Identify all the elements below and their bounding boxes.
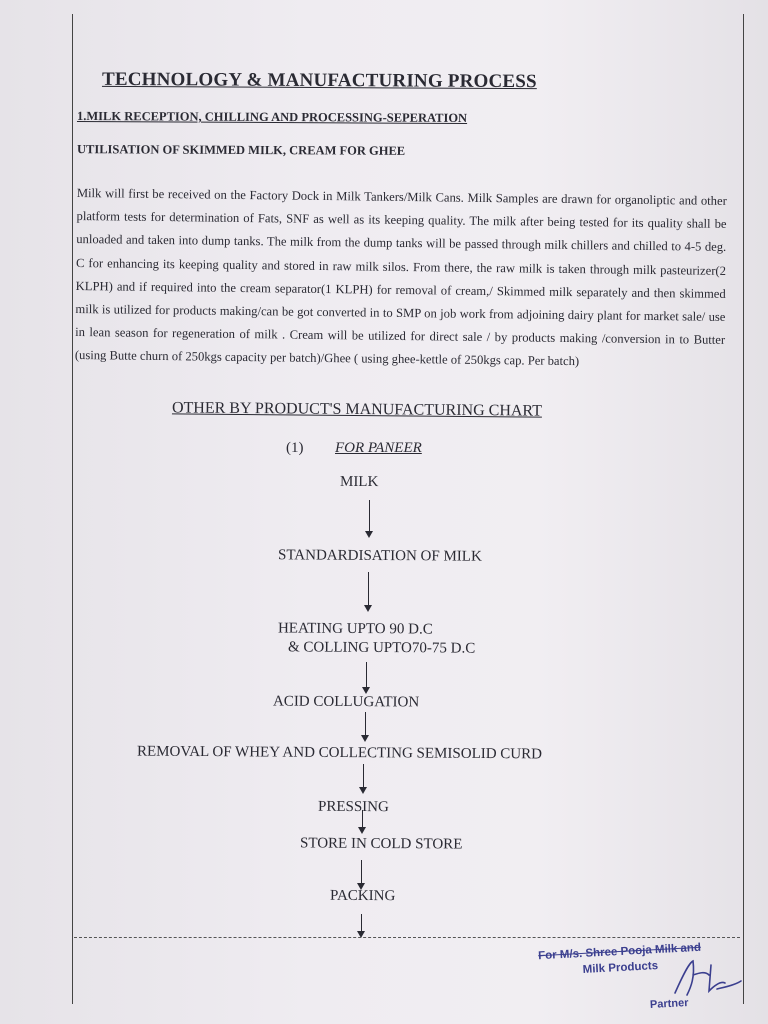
step-cooling: & COLLING UPTO70-75 D.C	[287, 639, 476, 657]
flow-arrow	[363, 764, 364, 792]
partner-label: Partner	[649, 996, 689, 1012]
step-packing: PACKING	[329, 887, 396, 905]
step-milk: MILK	[339, 473, 379, 491]
flow-arrow	[361, 860, 362, 888]
chart-section-name: FOR PANEER	[335, 440, 422, 456]
step-acid-coagulation: ACID COLLUGATION	[272, 693, 420, 711]
stamp-line-2: Milk Products	[582, 960, 659, 976]
step-heating: HEATING UPTO 90 D.C	[277, 620, 433, 638]
page-border	[72, 14, 744, 1004]
chart-section-number: (1)	[286, 440, 304, 456]
stamp-line-1: For M/s. Shree Pooja Milk and	[537, 941, 702, 963]
dashed-separator	[74, 937, 740, 938]
step-whey-removal: REMOVAL OF WHEY AND COLLECTING SEMISOLID CURD	[136, 743, 543, 763]
step-cold-store: STORE IN COLD STORE	[299, 835, 463, 853]
signature	[665, 955, 745, 1000]
flow-arrow	[362, 810, 363, 832]
document-title: TECHNOLOGY & MANUFACTURING PROCESS	[101, 68, 537, 93]
subheading: UTILISATION OF SKIMMED MILK, CREAM FOR GHEE	[76, 142, 406, 158]
flow-arrow	[369, 500, 370, 536]
step-standardisation: STANDARDISATION OF MILK	[277, 547, 482, 565]
body-paragraph: Milk will first be received on the Factory Dock in Milk Tankers/Milk Cans. Milk Samples are drawn for organoliptic and other platform tests for determination of Fats, SNF as well as its keeping quality. The milk after being tested for its quality shall be unloaded and taken into dump tanks. The milk from the dump tanks will be passed through milk chillers and chilled to 4-5 deg. C for enhancing its keeping quality and stored in raw milk silos. From there, the raw milk is taken through milk pasteurizer(2 KLPH) and if required into the cream separator(1 KLPH) for removal of cream,/ Skimmed milk separately and then skimmed milk is utilized for products making/can be got converted in to SMP on job work from adjoining dairy plant for market sale/ use in lean season for regeneration of milk . Cream will be utilized for direct sale / by products making /conversion in to Butter (using Butte churn of 250kgs capacity per batch)/Ghee ( using ghee-kettle of 250kgs cap. Per batch)	[74, 185, 727, 369]
flow-arrow	[366, 662, 367, 692]
flow-arrow	[361, 914, 362, 936]
flow-arrow	[365, 712, 366, 740]
flow-arrow	[368, 572, 369, 610]
chart-title: OTHER BY PRODUCT'S MANUFACTURING CHART	[171, 399, 543, 420]
step-pressing: PRESSING	[317, 798, 389, 816]
section-heading: 1.MILK RECEPTION, CHILLING AND PROCESSING-SEPERATION	[76, 108, 468, 126]
